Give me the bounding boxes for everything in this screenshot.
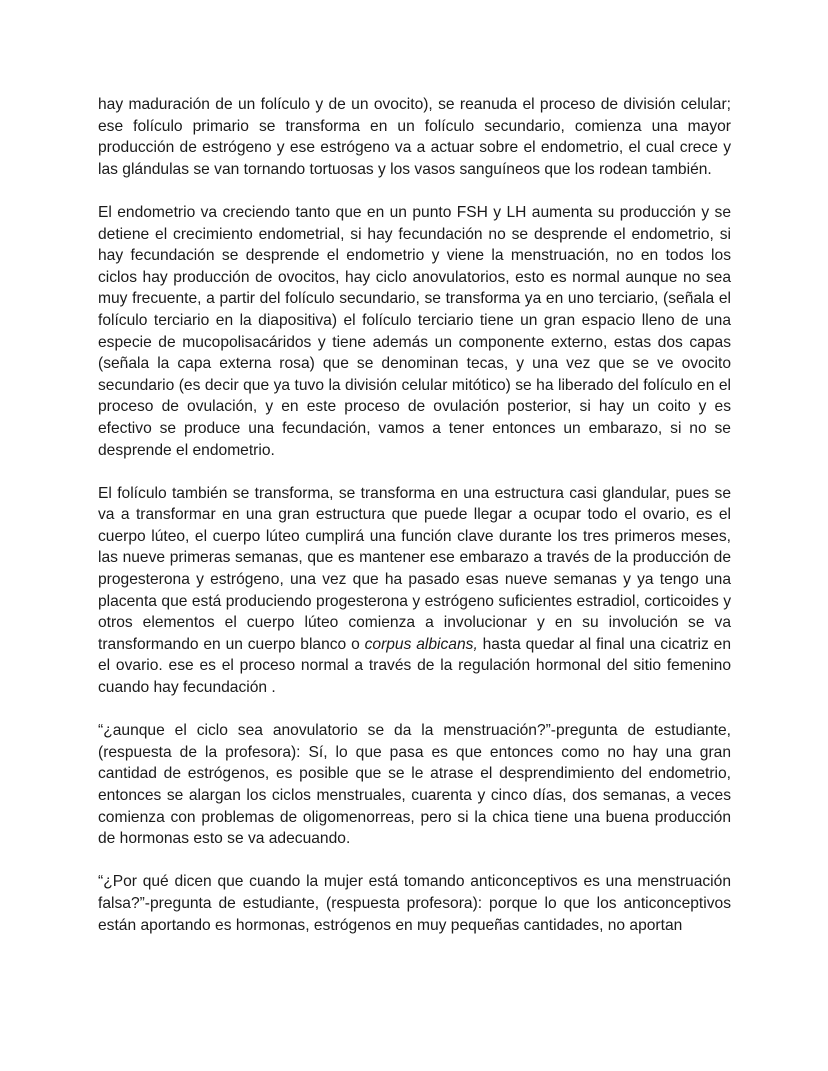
paragraph-follicle-maturation: hay maduración de un folículo y de un ovocito), se reanuda el proceso de división celular; ese folículo primario se transforma en un folículo secundario, comienza una mayor producción de estrógeno y ese estrógeno va a actuar sobre el endometrio, el cual crece y las glándulas se van tornando tortuosas y los vasos sanguíneos que los rodean también. bbox=[98, 96, 731, 178]
paragraph-question-anovulatory: “¿aunque el ciclo sea anovulatorio se da la menstruación?”-pregunta de estudiante, (respuesta de la profesora): Sí, lo que pasa es que entonces como no hay una gran cantidad de estrógenos, es posible que se le atrase el desprendimiento del endometrio, entonces se alargan los ciclos menstruales, cuarenta y cinco días, dos semanas, a veces comienza con problemas de oligomenorreas, pero si la chica tiene una buena producción de hormonas esto se va adecuando. bbox=[98, 722, 731, 848]
paragraph-corpus-luteum-text-before: El folículo también se transforma, se transforma en una estructura casi glandular, pues se va a transformar en una gran estructura que puede llegar a ocupar todo el ovario, es el cuerpo lúteo, el cuerpo lúteo cumplirá una función clave durante los tres primeros meses, las nueve primeras semanas, que es mantener ese embarazo a través de la producción de progesterona y estrógeno, una vez que ha pasado esas nueve semanas y ya tengo una placenta que está produciendo progesterona y estrógeno suficientes estradiol, corticoides y otros elementos el cuerpo lúteo comienza a involucionar y en su involución se va transformando en un cuerpo blanco o bbox=[98, 484, 731, 653]
paragraph-corpus-luteum bbox=[98, 483, 731, 699]
paragraph-endometrium-growth: El endometrio va creciendo tanto que en un punto FSH y LH aumenta su producción y se detiene el crecimiento endometrial, si hay fecundación no se desprende el endometrio, si hay fecundación se desprende el endometrio y viene la menstruación, no en todos los ciclos hay producción de ovocitos, hay ciclo anovulatorios, esto es normal aunque no sea muy frecuente, a partir del folículo secundario, se transforma ya en uno terciario, (señala el folículo terciario en la diapositiva) el folículo terciario tiene un gran espacio lleno de una especie de mucopolisacáridos y tiene además un componente externo, estas dos capas (señala la capa externa rosa) que se denominan tecas, y una vez que se ve ovocito secundario (es decir que ya tuvo la división celular mitótico) se ha liberado del folículo en el proceso de ovulación, y en este proceso de ovulación posterior, si hay un coito y es efectivo se produce una fecundación, vamos a tener entonces un embarazo, si no se desprende el endometrio. bbox=[98, 203, 731, 459]
document-page bbox=[98, 94, 731, 936]
paragraph-corpus-luteum-italic-term: corpus albicans, bbox=[364, 635, 478, 653]
paragraph-corpus-luteum-text-after: hasta quedar al final una cicatriz en el ovario. ese es el proceso normal a través de la regulación hormonal del sitio femenino cuando hay fecundación . bbox=[98, 635, 732, 697]
paragraph-question-contraceptives: “¿Por qué dicen que cuando la mujer está tomando anticonceptivos es una menstruación falsa?”-pregunta de estudiante, (respuesta profesora): porque lo que los anticonceptivos están aportando es hormonas, estrógenos en muy pequeñas cantidades, no aportan bbox=[98, 873, 731, 934]
